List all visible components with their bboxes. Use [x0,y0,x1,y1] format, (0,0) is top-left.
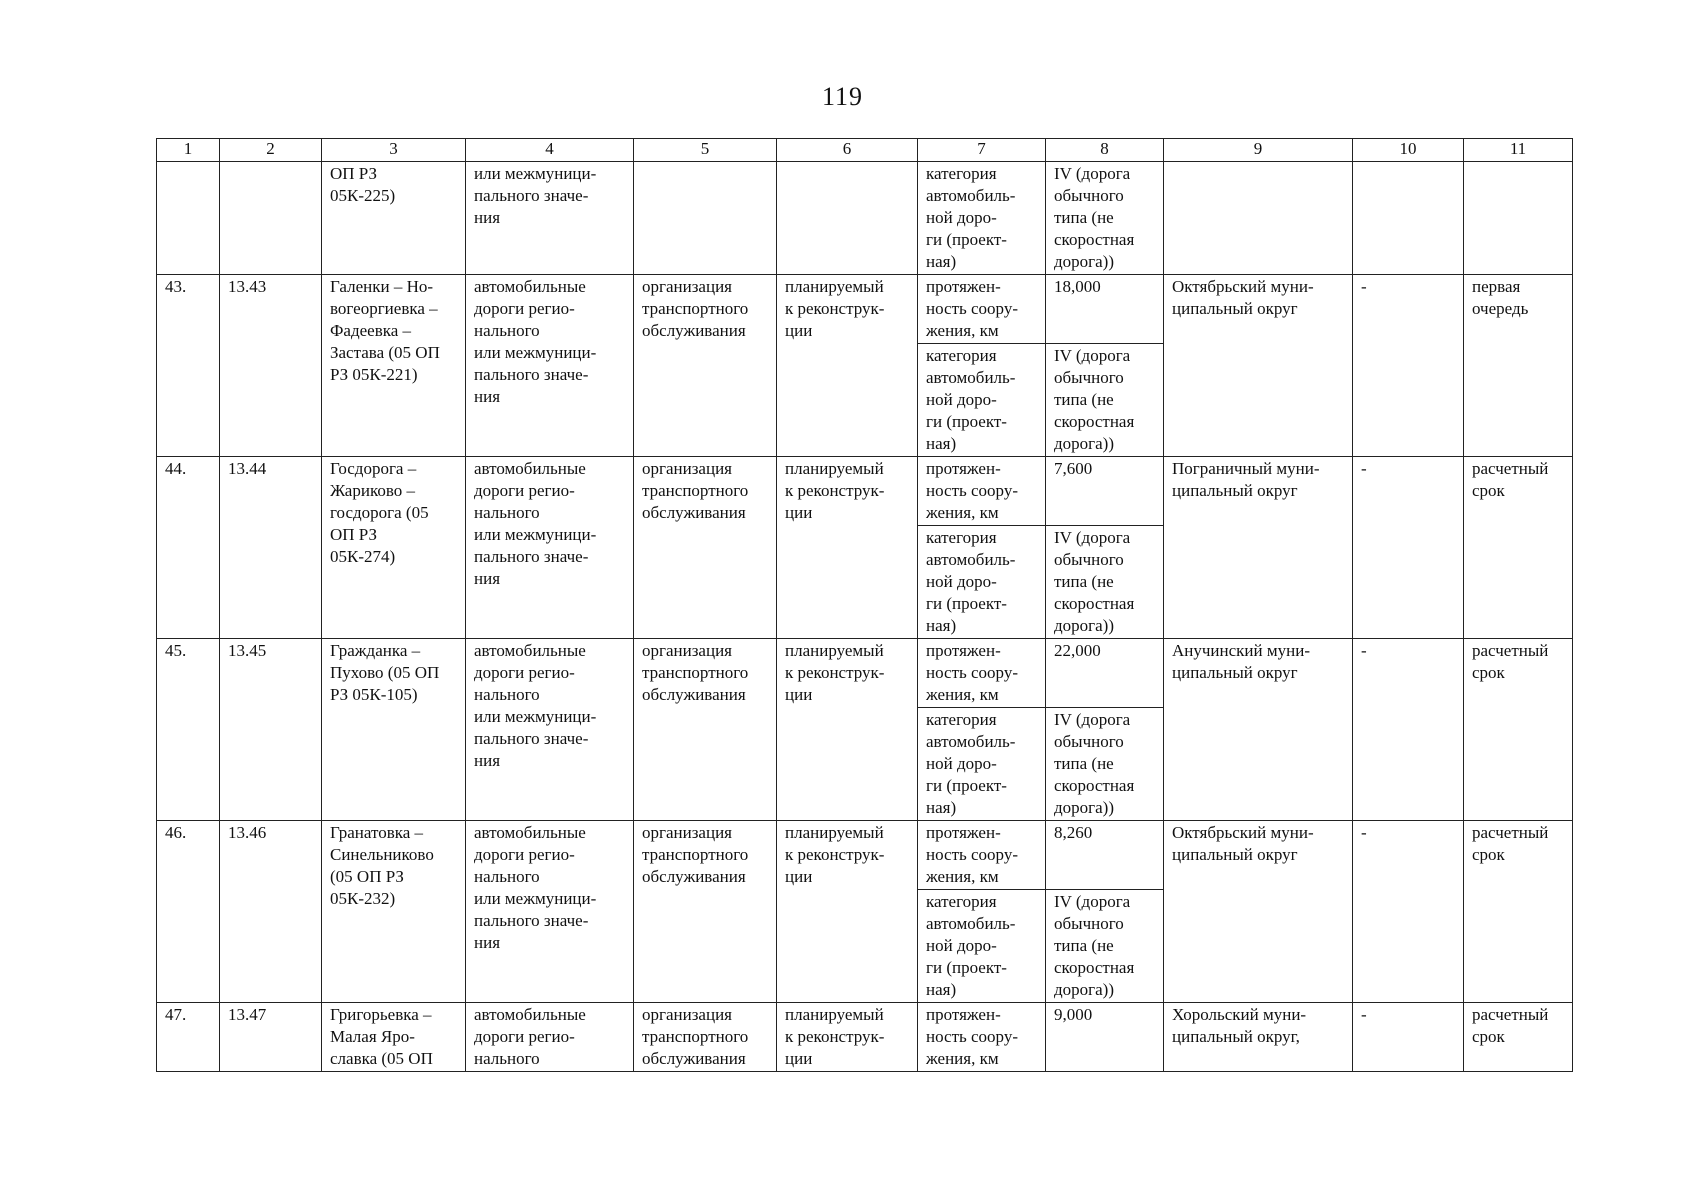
cell-object-type: автомобильные дороги регио- нального или межмуници- пального значе- ния [466,457,634,639]
table-row [157,1003,1573,1072]
cell-empty [220,162,322,275]
cell-object-name: Гражданка – Пухово (05 ОП РЗ 05К-105) [322,639,466,821]
cell-purpose: организация транспортного обслуживания [634,1003,777,1072]
cell-code: 13.46 [220,821,322,1003]
column-header: 10 [1353,139,1464,162]
column-number-row [157,139,1573,162]
cell-parameter: протяжен- ность соору- жения, км [918,639,1046,708]
cell-object-name: ОП РЗ 05К-225) [322,162,466,275]
cell-value: 18,000 [1046,275,1164,344]
cell-object-name: Григорьевка – Малая Яро- славка (05 ОП [322,1003,466,1072]
cell-term: расчетный срок [1464,1003,1573,1072]
column-header: 5 [634,139,777,162]
cell-status: планируемый к реконструк- ции [777,639,918,821]
cell-parameter: категория автомобиль- ной доро- ги (проект- ная) [918,162,1046,275]
cell-status: планируемый к реконструк- ции [777,1003,918,1072]
cell-value: 7,600 [1046,457,1164,526]
cell-status: планируемый к реконструк- ции [777,821,918,1003]
cell-purpose: организация транспортного обслуживания [634,275,777,457]
cell-value: IV (дорога обычного типа (не скоростная дорога)) [1046,344,1164,457]
cell-col10: - [1353,275,1464,457]
cell-purpose: организация транспортного обслуживания [634,639,777,821]
cell-term: расчетный срок [1464,639,1573,821]
column-header: 11 [1464,139,1573,162]
cell-row-number: 43. [157,275,220,457]
cell-purpose: организация транспортного обслуживания [634,457,777,639]
column-header: 3 [322,139,466,162]
cell-value: IV (дорога обычного типа (не скоростная дорога)) [1046,526,1164,639]
cell-object-type: автомобильные дороги регио- нального или межмуници- пального значе- ния [466,639,634,821]
cell-parameter: протяжен- ность соору- жения, км [918,821,1046,890]
cell-empty [157,162,220,275]
column-header: 8 [1046,139,1164,162]
cell-object-type: автомобильные дороги регио- нального [466,1003,634,1072]
cell-row-number: 46. [157,821,220,1003]
road-objects-table [156,138,1573,1072]
cell-code: 13.47 [220,1003,322,1072]
column-header: 2 [220,139,322,162]
column-header: 7 [918,139,1046,162]
table-row [157,639,1573,708]
cell-parameter: категория автомобиль- ной доро- ги (проект- ная) [918,890,1046,1003]
cell-location: Октябрьский муни- ципальный округ [1164,275,1353,457]
cell-empty [1353,162,1464,275]
cell-term: первая очередь [1464,275,1573,457]
cell-row-number: 47. [157,1003,220,1072]
cell-status: планируемый к реконструк- ции [777,457,918,639]
cell-col10: - [1353,821,1464,1003]
cell-empty [634,162,777,275]
cell-object-type: автомобильные дороги регио- нального или межмуници- пального значе- ния [466,275,634,457]
cell-location: Октябрьский муни- ципальный округ [1164,821,1353,1003]
cell-object-type: автомобильные дороги регио- нального или межмуници- пального значе- ния [466,821,634,1003]
cell-row-number: 45. [157,639,220,821]
cell-parameter: категория автомобиль- ной доро- ги (проект- ная) [918,708,1046,821]
table-row [157,457,1573,526]
cell-object-name: Госдорога – Жариково – госдорога (05 ОП РЗ 05К-274) [322,457,466,639]
cell-value: 8,260 [1046,821,1164,890]
cell-term: расчетный срок [1464,457,1573,639]
cell-location: Пограничный муни- ципальный округ [1164,457,1353,639]
table-row [157,275,1573,344]
cell-parameter: категория автомобиль- ной доро- ги (проект- ная) [918,344,1046,457]
cell-term: расчетный срок [1464,821,1573,1003]
cell-code: 13.45 [220,639,322,821]
cell-empty [1164,162,1353,275]
cell-object-type: или межмуници- пального значе- ния [466,162,634,275]
cell-row-number: 44. [157,457,220,639]
cell-col10: - [1353,639,1464,821]
cell-parameter: категория автомобиль- ной доро- ги (проект- ная) [918,526,1046,639]
cell-col10: - [1353,457,1464,639]
cell-object-name: Гранатовка – Синельниково (05 ОП РЗ 05К-232) [322,821,466,1003]
cell-location: Анучинский муни- ципальный округ [1164,639,1353,821]
cell-col10: - [1353,1003,1464,1072]
column-header: 6 [777,139,918,162]
cell-location: Хорольский муни- ципальный округ, [1164,1003,1353,1072]
table-row [157,821,1573,890]
cell-object-name: Галенки – Но- вогеоргиевка – Фадеевка – Застава (05 ОП РЗ 05К-221) [322,275,466,457]
cell-empty [777,162,918,275]
cell-parameter: протяжен- ность соору- жения, км [918,275,1046,344]
continuation-row [157,162,1573,275]
page-number: 119 [821,82,864,111]
column-header: 9 [1164,139,1353,162]
cell-value: 22,000 [1046,639,1164,708]
cell-purpose: организация транспортного обслуживания [634,821,777,1003]
cell-code: 13.43 [220,275,322,457]
cell-value: IV (дорога обычного типа (не скоростная дорога)) [1046,162,1164,275]
cell-value: IV (дорога обычного типа (не скоростная дорога)) [1046,890,1164,1003]
column-header: 1 [157,139,220,162]
cell-empty [1464,162,1573,275]
column-header: 4 [466,139,634,162]
cell-value: IV (дорога обычного типа (не скоростная дорога)) [1046,708,1164,821]
cell-code: 13.44 [220,457,322,639]
cell-status: планируемый к реконструк- ции [777,275,918,457]
cell-parameter: протяжен- ность соору- жения, км [918,457,1046,526]
cell-parameter: протяжен- ность соору- жения, км [918,1003,1046,1072]
cell-value: 9,000 [1046,1003,1164,1072]
